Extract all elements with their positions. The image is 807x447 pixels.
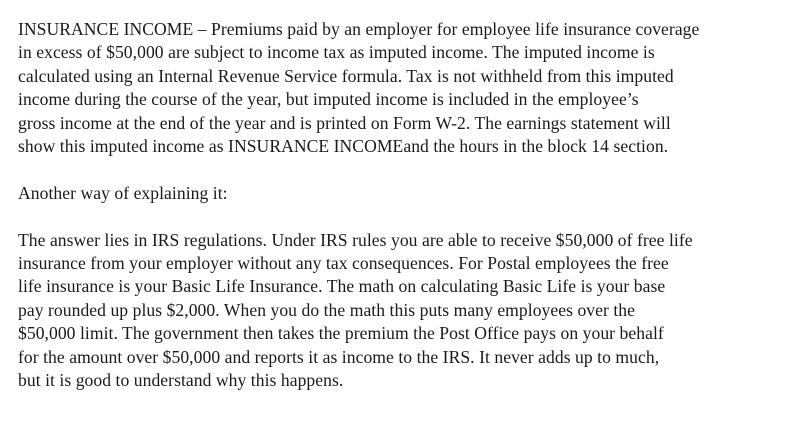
text-line: life insurance is your Basic Life Insurance. The math on calculating Basic Life is your base: [18, 276, 666, 297]
text-line: show this imputed income as INSURANCE INCOMEand the hours in the block 14 section.: [18, 136, 669, 157]
paragraph-another-way: [18, 182, 797, 205]
text-line: but it is good to understand why this happens.: [18, 370, 344, 391]
paragraph-insurance-income: [18, 18, 797, 158]
text-line: income during the course of the year, but imputed income is included in the employee’s: [18, 89, 639, 110]
text-line: pay rounded up plus $2,000. When you do the math this puts many employees over the: [18, 299, 636, 320]
text-line: for the amount over $50,000 and reports it as income to the IRS. It never adds up to much,: [18, 346, 660, 367]
text-line: The answer lies in IRS regulations. Under IRS rules you are able to receive $50,000 of free life: [18, 229, 693, 250]
text-line: Another way of explaining it:: [18, 182, 228, 203]
text-line: $50,000 limit. The government then takes the premium the Post Office pays on your behalf: [18, 323, 664, 344]
text-line: calculated using an Internal Revenue Service formula. Tax is not withheld from this imputed: [18, 65, 674, 86]
paragraph-irs-explanation: [18, 229, 797, 393]
text-line: insurance from your employer without any tax consequences. For Postal employees the free: [18, 253, 669, 274]
text-line: gross income at the end of the year and is printed on Form W-2. The earnings statement will: [18, 112, 671, 133]
text-line: in excess of $50,000 are subject to income tax as imputed income. The imputed income is: [18, 42, 655, 63]
text-line: INSURANCE INCOME – Premiums paid by an employer for employee life insurance coverage: [18, 19, 700, 39]
